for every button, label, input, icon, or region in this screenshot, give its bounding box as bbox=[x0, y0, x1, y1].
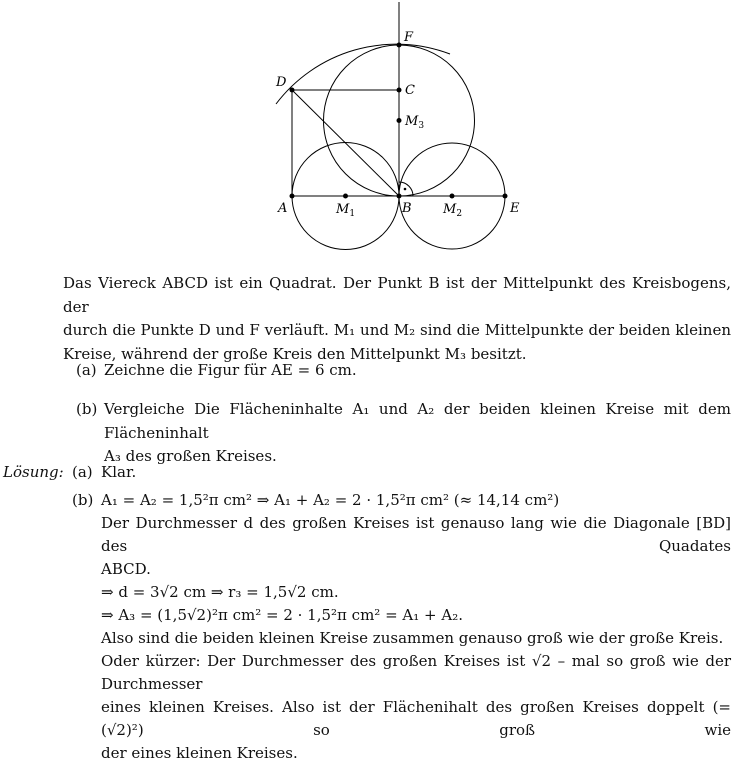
solution-line-8: eines kleinen Kreises. Also ist der Flächenihalt des großen Kreises doppelt (= (√2)²) so groß wie bbox=[101, 698, 731, 739]
label-m2: $M_2$ bbox=[443, 202, 463, 219]
solution-line-1: A₁ = A₂ = 1,5²π cm² ⇒ A₁ + A₂ = 2 · 1,5²π cm² (≈ 14,14 cm²) bbox=[101, 491, 560, 509]
task-b-text bbox=[104, 398, 731, 469]
point-m1 bbox=[343, 194, 348, 199]
geometry-figure bbox=[0, 0, 733, 265]
task-b-line-1: Vergleiche Die Flächeninhalte A₁ und A₂ der beiden kleinen Kreise mit dem Flächeninhalt bbox=[104, 400, 731, 442]
label-f: F bbox=[404, 30, 414, 45]
point-f bbox=[397, 43, 402, 48]
point-c bbox=[397, 88, 402, 93]
label-a: A bbox=[278, 201, 288, 216]
problem-line-1: Das Viereck ABCD ist ein Quadrat. Der Punkt B ist der Mittelpunkt des Kreisbogens, der bbox=[63, 274, 731, 316]
point-d bbox=[290, 88, 295, 93]
solution-label: Lösung: bbox=[3, 463, 64, 481]
label-m1: $M_1$ bbox=[336, 202, 356, 219]
point-m3 bbox=[397, 118, 402, 123]
solution-line-6: Also sind die beiden kleinen Kreise zusammen genauso groß wie der große Kreis. bbox=[101, 629, 724, 647]
solution-line-3: ABCD. bbox=[101, 560, 151, 578]
problem-line-2: durch die Punkte D und F verläuft. M₁ und M₂ sind die Mittelpunkte der beiden kleinen bbox=[63, 321, 731, 339]
point-a bbox=[290, 194, 295, 199]
label-d: D bbox=[276, 75, 287, 90]
solution-line-5: ⇒ A₃ = (1,5√2)²π cm² = 2 · 1,5²π cm² = A₁ + A₂. bbox=[101, 606, 463, 624]
solution-b-body bbox=[101, 489, 731, 765]
solution-b-mark: (b) bbox=[72, 491, 94, 509]
problem-statement bbox=[63, 272, 731, 366]
solution-line-9: der eines kleinen Kreises. bbox=[101, 744, 298, 762]
problem-line-3: Kreise, während der große Kreis den Mittelpunkt M₃ besitzt. bbox=[63, 344, 527, 363]
label-m3: $M_3$ bbox=[405, 114, 425, 131]
task-a-text: Zeichne die Figur für AE = 6 cm. bbox=[104, 361, 357, 379]
arc-df bbox=[276, 44, 450, 104]
solution-a-text: Klar. bbox=[101, 463, 137, 481]
solution-line-2: Der Durchmesser d des großen Kreises ist genauso lang wie die Diagonale [BD] des Quadates bbox=[101, 514, 731, 555]
point-m2 bbox=[450, 194, 455, 199]
point-e bbox=[503, 194, 508, 199]
point-b bbox=[397, 194, 402, 199]
label-c: C bbox=[405, 83, 415, 98]
task-b-line-2: A₃ des großen Kreises. bbox=[104, 447, 277, 465]
label-e: E bbox=[510, 201, 520, 216]
solution-line-7: Oder kürzer: Der Durchmesser des großen Kreises ist √2 – mal so groß wie der Durchmesser bbox=[101, 652, 731, 693]
right-angle-dot bbox=[404, 188, 407, 191]
solution-a-mark: (a) bbox=[72, 463, 93, 481]
task-b-mark: (b) bbox=[76, 400, 98, 418]
task-a-mark: (a) bbox=[76, 361, 97, 379]
label-b: B bbox=[402, 201, 412, 216]
solution-line-4: ⇒ d = 3√2 cm ⇒ r₃ = 1,5√2 cm. bbox=[101, 583, 339, 601]
